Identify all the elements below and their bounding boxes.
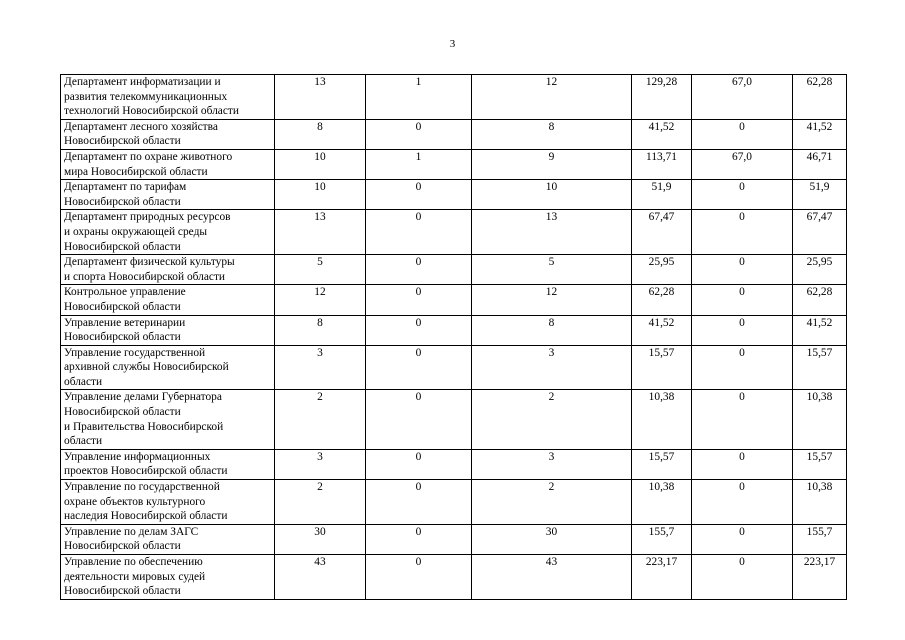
value-cell: 2 — [275, 390, 366, 449]
value-cell: 15,57 — [632, 449, 692, 479]
value-cell: 3 — [472, 449, 632, 479]
value-cell: 0 — [692, 119, 793, 149]
value-cell: 9 — [472, 149, 632, 179]
value-cell: 0 — [692, 285, 793, 315]
department-name-cell: Департамент лесного хозяйства Новосибирской области — [61, 119, 275, 149]
value-cell: 0 — [692, 315, 793, 345]
department-name-cell: Департамент информатизации и развития телекоммуникационных технологий Новосибирской области — [61, 75, 275, 120]
value-cell: 0 — [366, 180, 472, 210]
value-cell: 155,7 — [632, 524, 692, 554]
value-cell: 0 — [692, 255, 793, 285]
value-cell: 67,47 — [793, 210, 847, 255]
value-cell: 12 — [275, 285, 366, 315]
value-cell: 0 — [692, 390, 793, 449]
value-cell: 43 — [472, 555, 632, 600]
value-cell: 10 — [275, 149, 366, 179]
value-cell: 41,52 — [793, 315, 847, 345]
value-cell: 62,28 — [793, 285, 847, 315]
value-cell: 13 — [472, 210, 632, 255]
value-cell: 46,71 — [793, 149, 847, 179]
value-cell: 67,0 — [692, 75, 793, 120]
value-cell: 67,47 — [632, 210, 692, 255]
value-cell: 8 — [275, 315, 366, 345]
value-cell: 12 — [472, 285, 632, 315]
value-cell: 41,52 — [793, 119, 847, 149]
department-name-cell: Контрольное управление Новосибирской области — [61, 285, 275, 315]
value-cell: 0 — [692, 480, 793, 525]
value-cell: 2 — [275, 480, 366, 525]
table-row — [61, 480, 847, 525]
department-name-cell: Управление делами Губернатора Новосибирской области и Правительства Новосибирской области — [61, 390, 275, 449]
report-table-body — [61, 75, 847, 600]
value-cell: 0 — [692, 210, 793, 255]
value-cell: 223,17 — [793, 555, 847, 600]
value-cell: 0 — [366, 210, 472, 255]
value-cell: 10,38 — [632, 390, 692, 449]
table-row — [61, 555, 847, 600]
value-cell: 5 — [275, 255, 366, 285]
value-cell: 41,52 — [632, 119, 692, 149]
value-cell: 13 — [275, 210, 366, 255]
value-cell: 51,9 — [632, 180, 692, 210]
value-cell: 129,28 — [632, 75, 692, 120]
table-row — [61, 449, 847, 479]
value-cell: 0 — [366, 285, 472, 315]
value-cell: 0 — [366, 315, 472, 345]
value-cell: 223,17 — [632, 555, 692, 600]
value-cell: 67,0 — [692, 149, 793, 179]
table-row — [61, 180, 847, 210]
value-cell: 51,9 — [793, 180, 847, 210]
value-cell: 0 — [366, 390, 472, 449]
value-cell: 10,38 — [793, 390, 847, 449]
value-cell: 0 — [692, 180, 793, 210]
value-cell: 0 — [366, 449, 472, 479]
table-row — [61, 315, 847, 345]
value-cell: 0 — [366, 480, 472, 525]
value-cell: 8 — [472, 315, 632, 345]
value-cell: 0 — [366, 524, 472, 554]
department-name-cell: Управление государственной архивной службы Новосибирской области — [61, 345, 275, 390]
value-cell: 113,71 — [632, 149, 692, 179]
department-name-cell: Департамент природных ресурсов и охраны окружающей среды Новосибирской области — [61, 210, 275, 255]
value-cell: 1 — [366, 149, 472, 179]
department-name-cell: Департамент по охране животного мира Новосибирской области — [61, 149, 275, 179]
value-cell: 2 — [472, 390, 632, 449]
value-cell: 62,28 — [632, 285, 692, 315]
department-name-cell: Управление по обеспечению деятельности мировых судей Новосибирской области — [61, 555, 275, 600]
value-cell: 12 — [472, 75, 632, 120]
value-cell: 5 — [472, 255, 632, 285]
value-cell: 2 — [472, 480, 632, 525]
table-row — [61, 285, 847, 315]
value-cell: 43 — [275, 555, 366, 600]
department-name-cell: Управление информационных проектов Новосибирской области — [61, 449, 275, 479]
value-cell: 10 — [275, 180, 366, 210]
department-name-cell: Управление по делам ЗАГС Новосибирской области — [61, 524, 275, 554]
table-row — [61, 524, 847, 554]
value-cell: 10,38 — [632, 480, 692, 525]
value-cell: 8 — [275, 119, 366, 149]
value-cell: 25,95 — [793, 255, 847, 285]
department-name-cell: Департамент по тарифам Новосибирской области — [61, 180, 275, 210]
value-cell: 15,57 — [632, 345, 692, 390]
value-cell: 30 — [472, 524, 632, 554]
department-name-cell: Управление по государственной охране объектов культурного наследия Новосибирской области — [61, 480, 275, 525]
value-cell: 3 — [472, 345, 632, 390]
table-row — [61, 210, 847, 255]
value-cell: 25,95 — [632, 255, 692, 285]
report-table — [60, 74, 847, 600]
value-cell: 15,57 — [793, 449, 847, 479]
table-row — [61, 345, 847, 390]
value-cell: 1 — [366, 75, 472, 120]
table-row — [61, 390, 847, 449]
value-cell: 0 — [692, 524, 793, 554]
department-name-cell: Департамент физической культуры и спорта Новосибирской области — [61, 255, 275, 285]
table-row — [61, 149, 847, 179]
value-cell: 0 — [366, 255, 472, 285]
value-cell: 62,28 — [793, 75, 847, 120]
page-number: 3 — [449, 38, 456, 50]
value-cell: 10,38 — [793, 480, 847, 525]
value-cell: 13 — [275, 75, 366, 120]
value-cell: 0 — [692, 345, 793, 390]
table-row — [61, 75, 847, 120]
value-cell: 0 — [692, 449, 793, 479]
table-row — [61, 119, 847, 149]
department-name-cell: Управление ветеринарии Новосибирской области — [61, 315, 275, 345]
value-cell: 155,7 — [793, 524, 847, 554]
value-cell: 15,57 — [793, 345, 847, 390]
value-cell: 3 — [275, 449, 366, 479]
value-cell: 8 — [472, 119, 632, 149]
table-row — [61, 255, 847, 285]
value-cell: 10 — [472, 180, 632, 210]
value-cell: 41,52 — [632, 315, 692, 345]
value-cell: 0 — [366, 555, 472, 600]
value-cell: 0 — [692, 555, 793, 600]
value-cell: 30 — [275, 524, 366, 554]
value-cell: 0 — [366, 119, 472, 149]
value-cell: 3 — [275, 345, 366, 390]
value-cell: 0 — [366, 345, 472, 390]
